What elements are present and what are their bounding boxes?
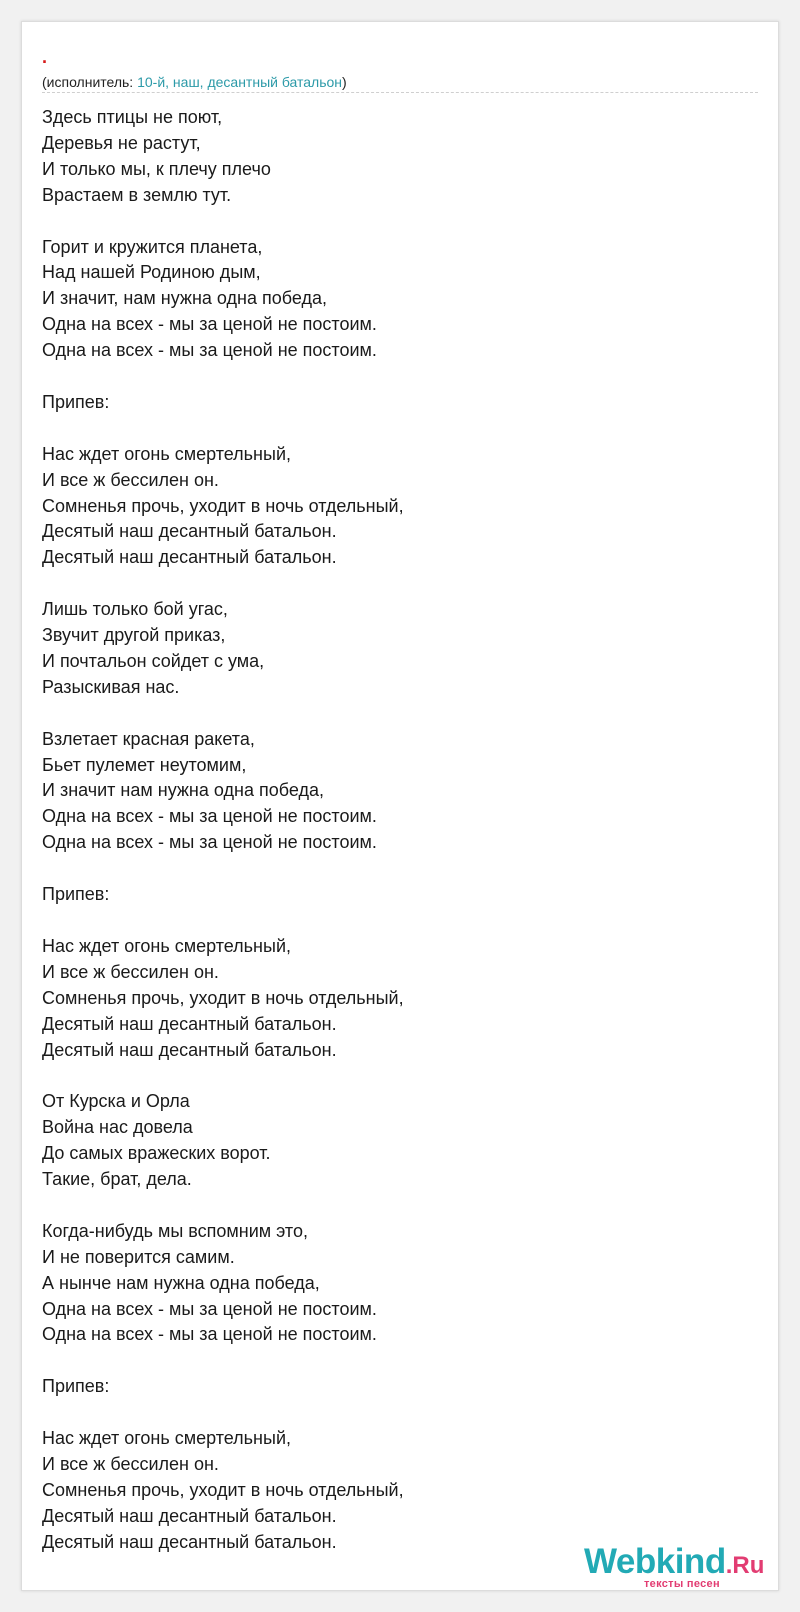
lyrics-stanza [42,934,404,1064]
lyrics-line: Сомненья прочь, уходит в ночь отдельный, [42,987,404,1008]
lyrics-line: Десятый наш десантный батальон. [42,521,337,542]
lyrics-body [42,105,404,1581]
lyrics-line: И все ж бессилен он. [42,961,219,982]
lyrics-line: До самых вражеских ворот. [42,1143,271,1164]
lyrics-line: И все ж бессилен он. [42,1453,219,1474]
lyrics-line: Припев: [42,391,110,412]
performer-line [42,73,347,91]
lyrics-line: Припев: [42,1376,110,1397]
lyrics-stanza [42,1219,404,1349]
lyrics-line: Разыскивая нас. [42,676,180,697]
lyrics-line: Нас ждет огонь смертельный, [42,443,291,464]
lyrics-stanza [42,105,404,209]
logo-tld-text: .Ru [725,1552,765,1579]
lyrics-stanza [42,882,404,908]
lyrics-line: И значит, нам нужна одна победа, [42,288,327,309]
lyrics-line: Здесь птицы не поют, [42,107,223,127]
lyrics-line: А нынче нам нужна одна победа, [42,1272,320,1293]
logo-tagline: тексты песен [644,1578,720,1590]
performer-suffix: ) [342,74,347,90]
lyrics-line: Одна на всех - мы за ценой не постоим. [42,340,377,361]
lyrics-line: Над нашей Родиною дым, [42,262,261,283]
lyrics-line: И значит нам нужна одна победа, [42,780,324,801]
performer-link[interactable]: 10-й, наш, десантный батальон [137,74,343,90]
lyrics-line: Звучит другой приказ, [42,625,226,646]
lyrics-line: Сомненья прочь, уходит в ночь отдельный, [42,1479,404,1500]
lyrics-stanza [42,1089,404,1193]
lyrics-stanza [42,390,404,416]
lyrics-stanza [42,442,404,572]
lyrics-line: Лишь только бой угас, [42,599,228,620]
lyrics-stanza [42,597,404,701]
lyrics-stanza [42,1426,404,1556]
lyrics-stanza [42,727,404,857]
lyrics-line: Сомненья прочь, уходит в ночь отдельный, [42,495,404,516]
lyrics-line: Бьет пулемет неутомим, [42,754,247,775]
lyrics-line: Когда-нибудь мы вспомним это, [42,1220,308,1241]
lyrics-line: Десятый наш десантный батальон. [42,1013,337,1034]
lyrics-line: Такие, брат, дела. [42,1169,192,1190]
lyrics-line: Одна на всех - мы за ценой не постоим. [42,832,377,853]
lyrics-line: Одна на всех - мы за ценой не постоим. [42,1324,377,1345]
lyrics-line: И не поверится самим. [42,1246,235,1267]
lyrics-line: Припев: [42,884,110,905]
lyrics-line: Взлетает красная ракета, [42,728,255,749]
song-title: . [42,47,48,67]
lyrics-line: Десятый наш десантный батальон. [42,547,337,568]
lyrics-line: Одна на всех - мы за ценой не постоим. [42,314,377,335]
lyrics-line: Деревья не растут, [42,132,201,153]
lyrics-line: Одна на всех - мы за ценой не постоим. [42,1298,377,1319]
lyrics-line: Врастаем в землю тут. [42,184,232,205]
lyrics-line: Война нас довела [42,1117,193,1138]
performer-prefix: (исполнитель: [42,74,138,90]
logo-main-text: Webkind [584,1542,726,1581]
header-divider [42,92,758,93]
lyrics-line: От Курска и Орла [42,1091,190,1112]
lyrics-line: И почтальон сойдет с ума, [42,650,265,671]
lyrics-stanza [42,235,404,365]
lyrics-line: Десятый наш десантный батальон. [42,1505,337,1526]
lyrics-line: Десятый наш десантный батальон. [42,1531,337,1552]
lyrics-line: Горит и кружится планета, [42,236,263,257]
lyrics-line: Десятый наш десантный батальон. [42,1039,337,1060]
lyrics-line: И все ж бессилен он. [42,469,219,490]
lyrics-stanza [42,1374,404,1400]
lyrics-line: Нас ждет огонь смертельный, [42,935,291,956]
lyrics-line: И только мы, к плечу плечо [42,158,271,179]
lyrics-line: Одна на всех - мы за ценой не постоим. [42,806,377,827]
lyrics-line: Нас ждет огонь смертельный, [42,1428,291,1449]
